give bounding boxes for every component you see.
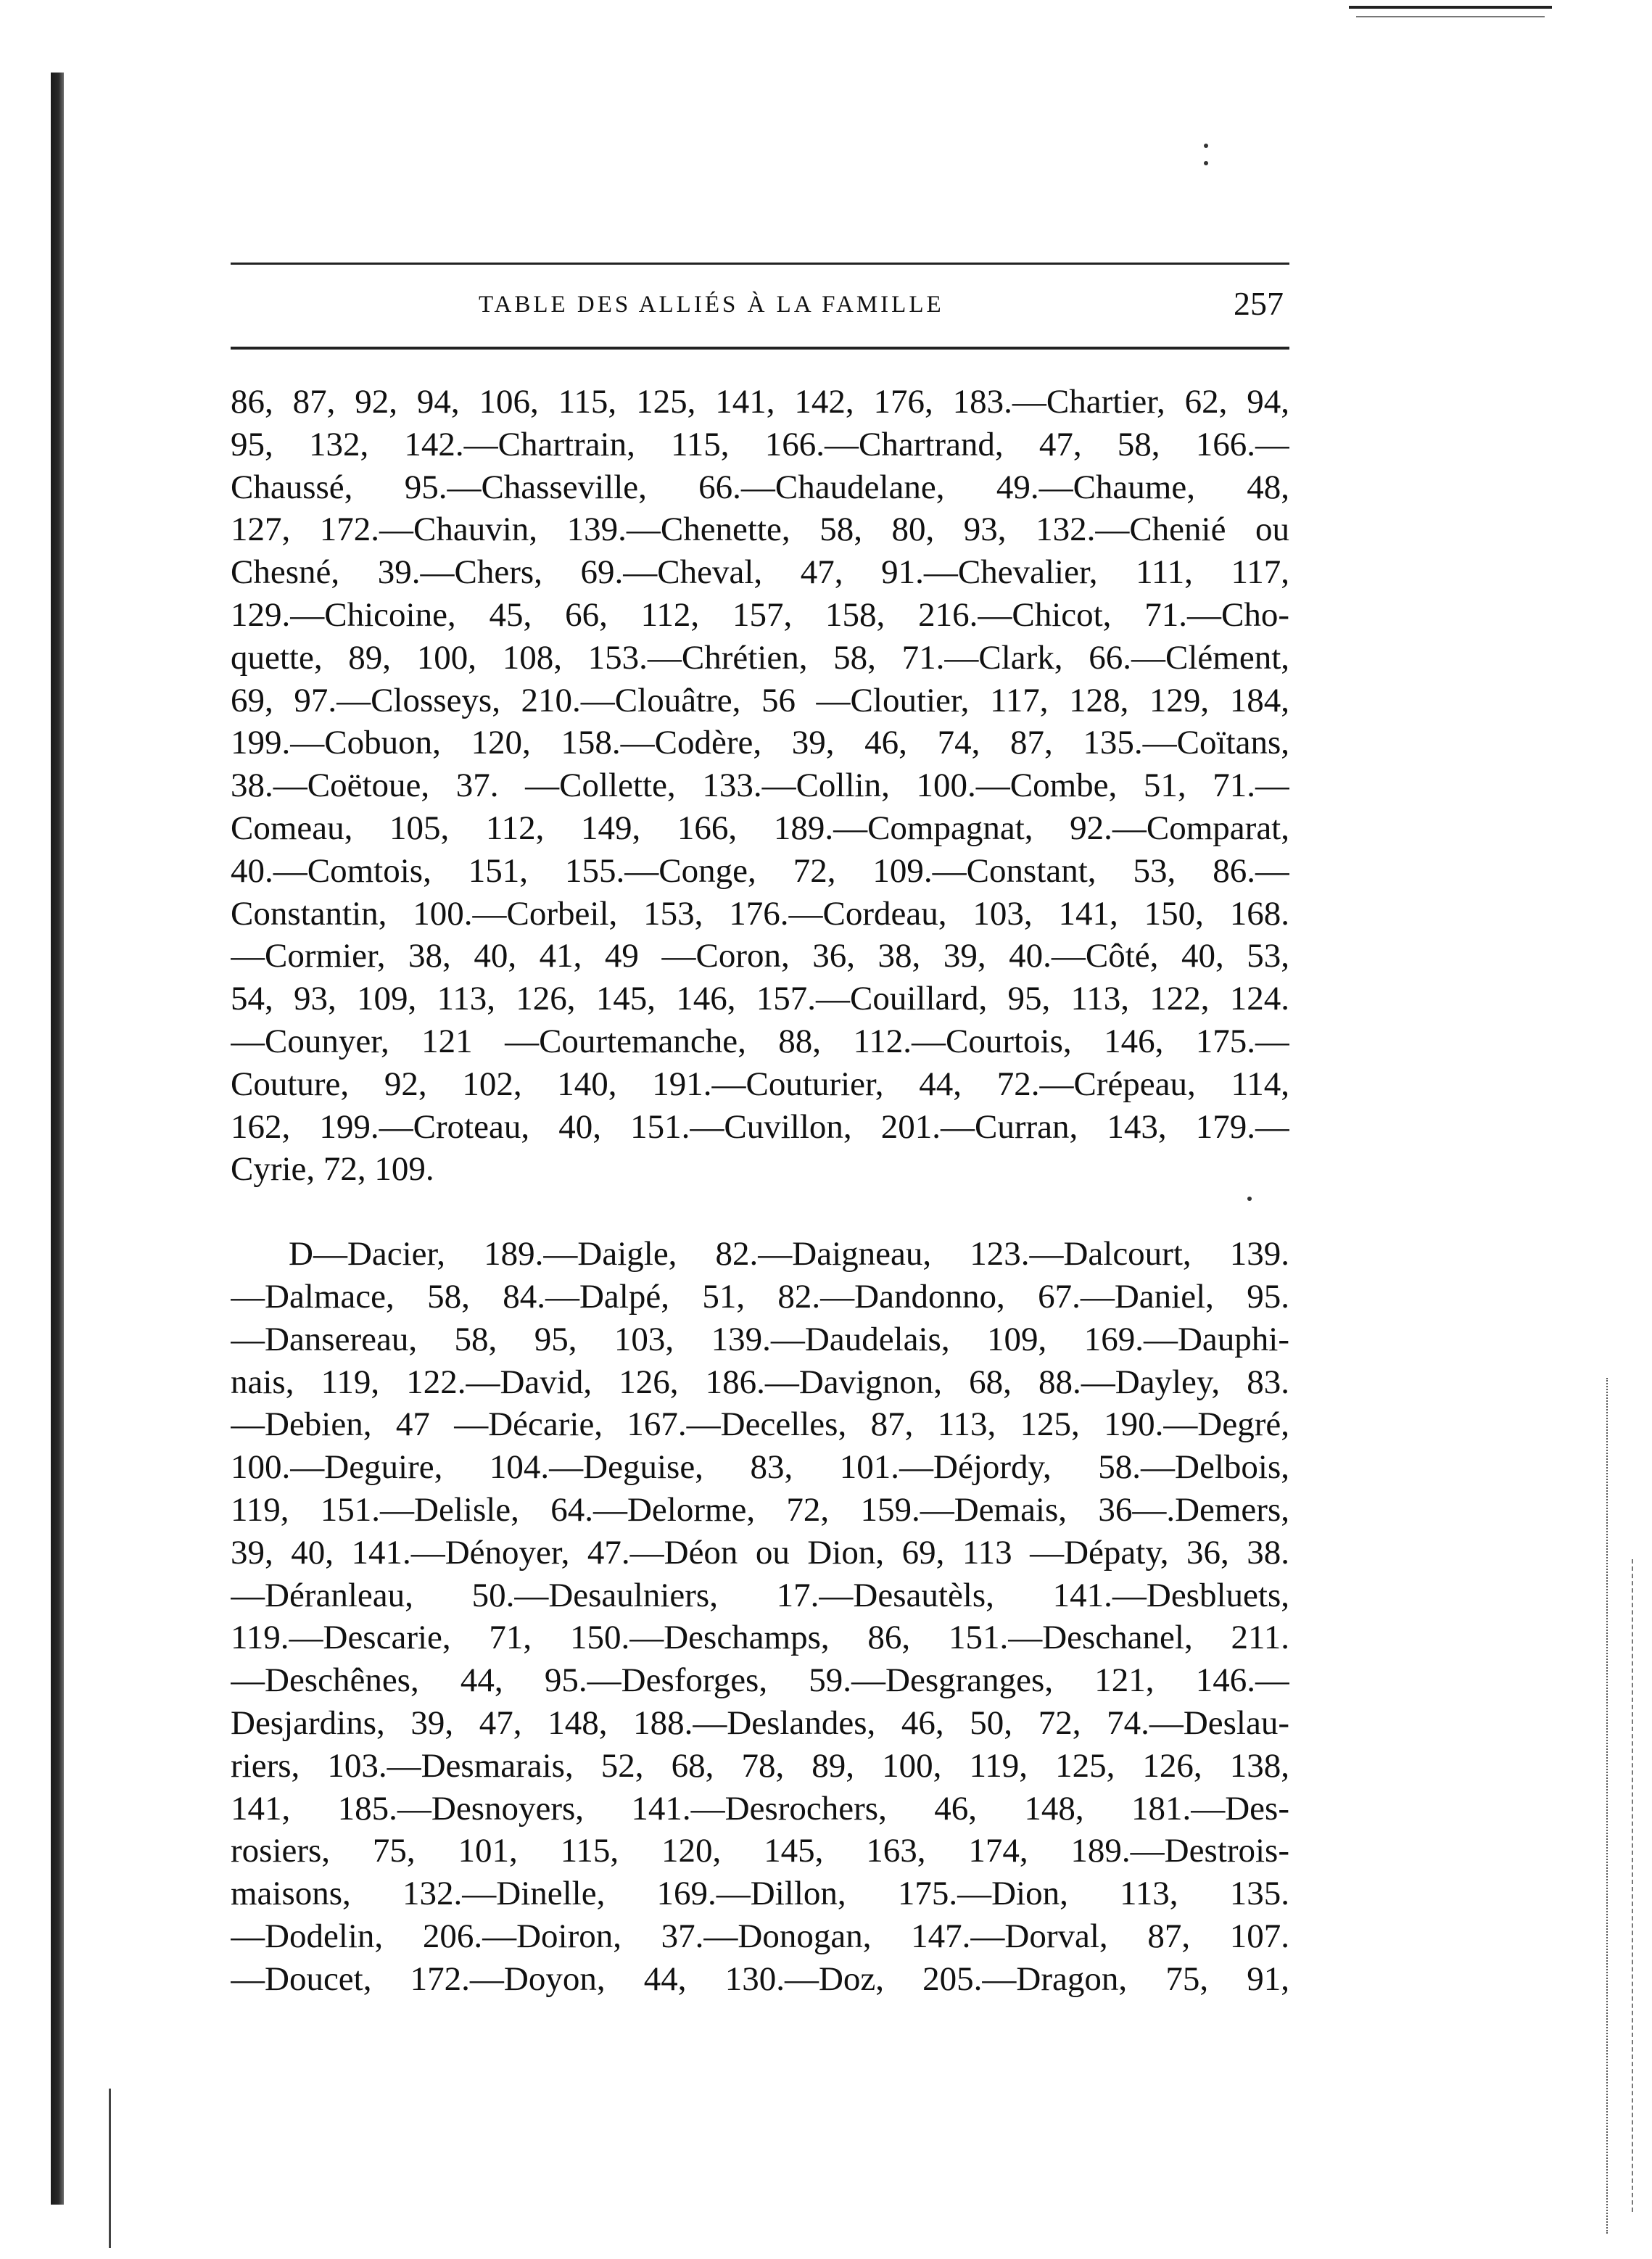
index-line: —Dalmace, 58, 84.—Dalpé, 51, 82.—Dandonno, 67.—Daniel, 95. bbox=[231, 1277, 1289, 1316]
index-line: nais, 119, 122.—David, 126, 186.—Davignon, 68, 88.—Dayley, 83. bbox=[231, 1363, 1289, 1401]
scan-corner-mark-faint bbox=[1356, 16, 1545, 17]
index-line: —Deschênes, 44, 95.—Desforges, 59.—Desgranges, 121, 146.— bbox=[231, 1661, 1289, 1700]
scan-corner-mark bbox=[1349, 6, 1552, 9]
index-line: —Dansereau, 58, 95, 103, 139.—Daudelais, 109, 169.—Dauphi- bbox=[231, 1320, 1289, 1358]
index-line: 40.—Comtois, 151, 155.—Conge, 72, 109.—Constant, 53, 86.— bbox=[231, 851, 1289, 890]
section-d-entries bbox=[231, 1233, 1289, 2000]
index-line: 199.—Cobuon, 120, 158.—Codère, 39, 46, 74, 87, 135.—Coïtans, bbox=[231, 724, 1289, 762]
index-line: 119, 151.—Delisle, 64.—Delorme, 72, 159.—Demais, 36—.Demers, bbox=[231, 1490, 1289, 1529]
index-line: 141, 185.—Desnoyers, 141.—Desrochers, 46, 148, 181.—Des- bbox=[231, 1789, 1289, 1828]
index-line: 86, 87, 92, 94, 106, 115, 125, 141, 142, 176, 183.—Chartier, 62, 94, bbox=[231, 383, 1289, 421]
index-line: Couture, 92, 102, 140, 191.—Couturier, 44, 72.—Crépeau, 114, bbox=[231, 1065, 1289, 1103]
scan-margin-noise bbox=[1606, 1378, 1612, 2234]
index-line: Desjardins, 39, 47, 148, 188.—Deslandes, 46, 50, 72, 74.—Deslau- bbox=[231, 1703, 1289, 1742]
index-line: 38.—Coëtoue, 37. —Collette, 133.—Collin, 100.—Combe, 51, 71.— bbox=[231, 767, 1289, 805]
index-line: 129.—Chicoine, 45, 66, 112, 157, 158, 216.—Chicot, 71.—Cho- bbox=[231, 595, 1289, 634]
running-title: TABLE DES ALLIÉS À LA FAMILLE bbox=[479, 292, 944, 318]
index-line: —Dodelin, 206.—Doiron, 37.—Donogan, 147.—Dorval, 87, 107. bbox=[231, 1917, 1289, 1955]
index-line-last: Cyrie, 72, 109. bbox=[231, 1150, 434, 1189]
index-line: 54, 93, 109, 113, 126, 145, 146, 157.—Couillard, 95, 113, 122, 124. bbox=[231, 980, 1289, 1018]
index-line: 100.—Deguire, 104.—Deguise, 83, 101.—Déjordy, 58.—Delbois, bbox=[231, 1448, 1289, 1487]
index-line: rosiers, 75, 101, 115, 120, 145, 163, 174, 189.—Destrois- bbox=[231, 1832, 1289, 1870]
index-line: 95, 132, 142.—Chartrain, 115, 166.—Chartrand, 47, 58, 166.— bbox=[231, 425, 1289, 463]
header-rule-bottom bbox=[231, 347, 1289, 350]
index-line: 162, 199.—Croteau, 40, 151.—Cuvillon, 201.—Curran, 143, 179.— bbox=[231, 1107, 1289, 1146]
scan-speck bbox=[1204, 161, 1208, 165]
index-line: riers, 103.—Desmarais, 52, 68, 78, 89, 100, 119, 125, 126, 138, bbox=[231, 1746, 1289, 1785]
index-line: —Counyer, 121 —Courtemanche, 88, 112.—Courtois, 146, 175.— bbox=[231, 1022, 1289, 1060]
index-line: —Déranleau, 50.—Desaulniers, 17.—Desautèls, 141.—Desbluets, bbox=[231, 1576, 1289, 1614]
header-rule-top bbox=[231, 263, 1289, 265]
index-line: Constantin, 100.—Corbeil, 153, 176.—Cordeau, 103, 141, 150, 168. bbox=[231, 894, 1289, 933]
section-d-first-line: D—Dacier, 189.—Daigle, 82.—Daigneau, 123.—Dalcourt, 139. bbox=[289, 1235, 1289, 1273]
section-c-entries bbox=[231, 381, 1289, 1191]
index-line: Chesné, 39.—Chers, 69.—Cheval, 47, 91.—Chevalier, 111, 117, bbox=[231, 553, 1289, 592]
scan-binding-shadow bbox=[51, 73, 64, 2205]
scan-margin-noise-faint bbox=[1632, 1559, 1636, 2212]
index-line: 127, 172.—Chauvin, 139.—Chenette, 58, 80, 93, 132.—Chenié ou bbox=[231, 511, 1289, 549]
index-line: —Doucet, 172.—Doyon, 44, 130.—Doz, 205.—Dragon, 75, 91, bbox=[231, 1959, 1289, 1998]
scan-edge-line bbox=[109, 2089, 111, 2248]
index-line: 119.—Descarie, 71, 150.—Deschamps, 86, 151.—Deschanel, 211. bbox=[231, 1619, 1289, 1657]
scan-speck bbox=[1204, 144, 1208, 148]
index-text bbox=[231, 381, 1289, 2000]
page-number: 257 bbox=[1234, 285, 1284, 322]
index-line: —Cormier, 38, 40, 41, 49 —Coron, 36, 38, 39, 40.—Côté, 40, 53, bbox=[231, 937, 1289, 975]
index-line: 39, 40, 141.—Dénoyer, 47.—Déon ou Dion, 69, 113 —Dépaty, 36, 38. bbox=[231, 1533, 1289, 1572]
index-line: maisons, 132.—Dinelle, 169.—Dillon, 175.—Dion, 113, 135. bbox=[231, 1875, 1289, 1913]
index-line: —Debien, 47 —Décarie, 167.—Decelles, 87, 113, 125, 190.—Degré, bbox=[231, 1405, 1289, 1444]
index-line: Comeau, 105, 112, 149, 166, 189.—Compagnat, 92.—Comparat, bbox=[231, 809, 1289, 847]
section-spacer bbox=[231, 1191, 1289, 1233]
index-line: 69, 97.—Closseys, 210.—Clouâtre, 56 —Cloutier, 117, 128, 129, 184, bbox=[231, 681, 1289, 719]
index-line: quette, 89, 100, 108, 153.—Chrétien, 58, 71.—Clark, 66.—Clément, bbox=[231, 638, 1289, 677]
running-head bbox=[231, 284, 1289, 335]
index-line: Chaussé, 95.—Chasseville, 66.—Chaudelane, 49.—Chaume, 48, bbox=[231, 468, 1289, 506]
